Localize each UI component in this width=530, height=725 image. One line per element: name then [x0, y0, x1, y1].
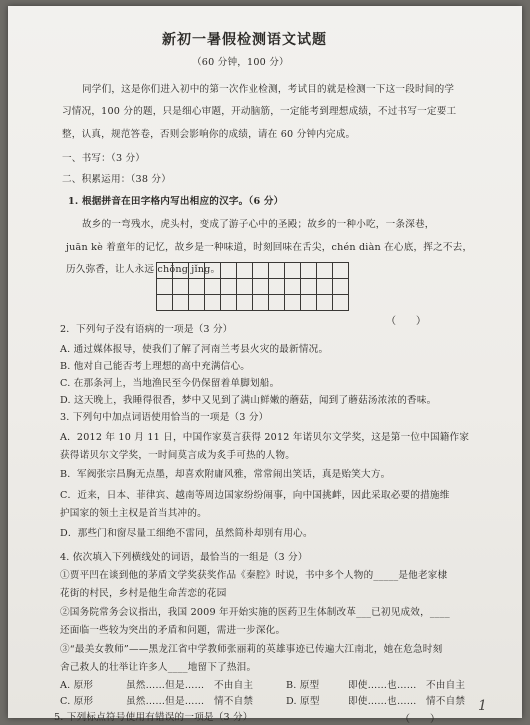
grid-cell	[188, 294, 205, 311]
grid-cell	[236, 262, 253, 279]
q4-item-1-line-2: 花街的村民，乡村是他生命苦恋的花园	[60, 588, 227, 599]
q2-stem: 2．下列句子没有语病的一项是（3 分）	[60, 324, 233, 335]
q4-option-d-label: D. 原型	[286, 696, 320, 707]
grid-cell	[204, 278, 221, 295]
q4-item-2-line-1: ②国务院常务会议指出，我国 2009 年开始实施的医药卫生体制改革___已初见成效，____	[60, 607, 450, 618]
grid-cell	[268, 278, 285, 295]
q3-option-c-line-2: 护国家的领土主权是首当其冲的。	[60, 508, 207, 519]
q2-option-b: B. 他对自己能否考上理想的高中充满信心。	[60, 361, 251, 372]
q4-option-c-label: C. 原形	[60, 696, 94, 707]
q3-option-d: D．那些门和窗尽量工细绝不雷同，虽然简朴却别有用心。	[60, 528, 313, 539]
grid-cell	[156, 278, 173, 295]
q3-option-b: B．军阀张宗昌胸无点墨，却喜欢附庸风雅，常常闹出笑话，真是贻笑大方。	[60, 469, 391, 480]
grid-cell	[172, 278, 189, 295]
q4-item-2-line-2: 还面临一些较为突出的矛盾和问题，需进一步深化。	[60, 625, 286, 636]
grid-cell	[156, 262, 173, 279]
q2-answer-paren: （ ）	[386, 316, 426, 327]
q4-option-d-phrase: 情不自禁	[426, 696, 466, 707]
q4-option-a-phrase: 不由自主	[214, 680, 254, 691]
q5-stem: 5. 下列标点符号使用有错误的一项是（3 分）	[54, 712, 253, 723]
grid-row	[156, 278, 348, 294]
grid-cell	[300, 278, 317, 295]
grid-cell	[316, 294, 333, 311]
grid-cell	[252, 294, 269, 311]
q3-option-a-line-2: 获得诺贝尔文学奖，一时间莫言成为炙手可热的人物。	[60, 450, 296, 461]
q2-option-d: D. 这天晚上，我睡得很香，梦中又见到了满山鲜嫩的蘑菇，闻到了蘑菇汤浓浓的香味。	[60, 395, 437, 406]
grid-row	[156, 262, 348, 278]
q4-item-1-line-1: ①贾平凹在谈到他的茅盾文学奖获奖作品《秦腔》时说，书中多个人物的_____是他老家棣	[60, 570, 448, 581]
grid-cell	[252, 278, 269, 295]
grid-cell	[284, 294, 301, 311]
q4-option-b-phrase: 不由自主	[426, 680, 466, 691]
grid-cell	[316, 278, 333, 295]
grid-cell	[220, 294, 237, 311]
grid-cell	[156, 294, 173, 311]
section-accumulation: 二、积累运用：（38 分）	[62, 174, 171, 185]
grid-cell	[284, 278, 301, 295]
q4-option-d-conj: 即使……也……	[348, 696, 417, 707]
q4-item-3-line-2: 舍己救人的壮举让许多人____地留下了热泪。	[60, 662, 257, 673]
q2-option-c: C. 在那条河上，当地渔民至今仍保留着单脚划船。	[60, 378, 280, 389]
grid-cell	[268, 262, 285, 279]
exam-paper	[8, 6, 522, 725]
grid-cell	[284, 262, 301, 279]
q4-option-a-label: A. 原形	[60, 680, 94, 691]
q1-passage-line-2: juān kè 着童年的记忆，故乡是一种味道，时刻回味在舌尖，chén diàn 在心底，挥之不去，	[66, 242, 473, 253]
exam-title: 新初一暑假检测语文试题	[162, 32, 327, 48]
grid-cell	[236, 278, 253, 295]
q1-passage-line-1: 故乡的一弯残水，虎头村，变成了游子心中的圣殿；故乡的一种小吃，一条深巷，	[82, 219, 435, 230]
q4-option-b-label: B. 原型	[286, 680, 320, 691]
q3-option-a-line-1: A．2012 年 10 月 11 日，中国作家莫言获得 2012 年诺贝尔文学奖，这是第一位中国籍作家	[60, 432, 470, 443]
section-writing: 一、书写：（3 分）	[62, 153, 146, 164]
grid-cell	[300, 294, 317, 311]
q1-stem: 1. 根据拼音在田字格内写出相应的汉字。（6 分）	[68, 196, 284, 207]
q3-option-c-line-1: C．近来，日本、菲律宾、越南等周边国家纷纷闹事，向中国挑衅，因此采取必要的措施维	[60, 490, 450, 501]
page-number: 1	[478, 698, 488, 714]
grid-cell	[316, 262, 333, 279]
grid-cell	[236, 294, 253, 311]
grid-cell	[332, 278, 349, 295]
q4-option-c-conj: 虽然……但是……	[126, 696, 205, 707]
grid-cell	[188, 262, 205, 279]
grid-row	[156, 294, 348, 310]
grid-cell	[172, 294, 189, 311]
exam-meta: （60 分钟，100 分）	[192, 57, 289, 68]
grid-cell	[220, 262, 237, 279]
q4-option-a-conj: 虽然……但是……	[126, 680, 205, 691]
grid-cell	[188, 278, 205, 295]
grid-cell	[220, 278, 237, 295]
answer-grid	[156, 262, 348, 310]
grid-cell	[332, 294, 349, 311]
intro-line-3: 整，认真，规范答卷，否则会影响你的成绩，请在 60 分钟内完成。	[62, 129, 356, 140]
q4-option-b-conj: 即使……也……	[348, 680, 417, 691]
q4-stem: 4. 依次填入下列横线处的词语，最恰当的一组是（3 分）	[60, 552, 308, 563]
grid-cell	[172, 262, 189, 279]
grid-cell	[252, 262, 269, 279]
grid-cell	[204, 294, 221, 311]
grid-cell	[332, 262, 349, 279]
grid-cell	[204, 262, 221, 279]
q1-passage-line-3: 历久弥香，让人永远 chōng jǐng。	[66, 264, 221, 275]
q2-option-a: A. 通过媒体报导，使我们了解了河南兰考县火灾的最新情况。	[60, 344, 329, 355]
q3-stem: 3. 下列句中加点词语使用恰当的一项是（3 分）	[60, 412, 269, 423]
grid-cell	[268, 294, 285, 311]
q4-item-3-line-1: ③“最美女教师”——黑龙江省中学教师张丽莉的英雄事迹已传遍大江南北，她在危急时刻	[60, 644, 443, 655]
q5-answer-paren: （ ）	[400, 714, 440, 725]
intro-line-2: 习情况，100 分的题，只是细心审题，开动脑筋，一定能考到理想成绩，不过书写一定要工	[62, 106, 457, 117]
intro-line-1: 同学们，这是你们进入初中的第一次作业检测，考试目的就是检测一下这一段时间的学	[82, 84, 455, 95]
q4-option-c-phrase: 情不自禁	[214, 696, 254, 707]
grid-cell	[300, 262, 317, 279]
